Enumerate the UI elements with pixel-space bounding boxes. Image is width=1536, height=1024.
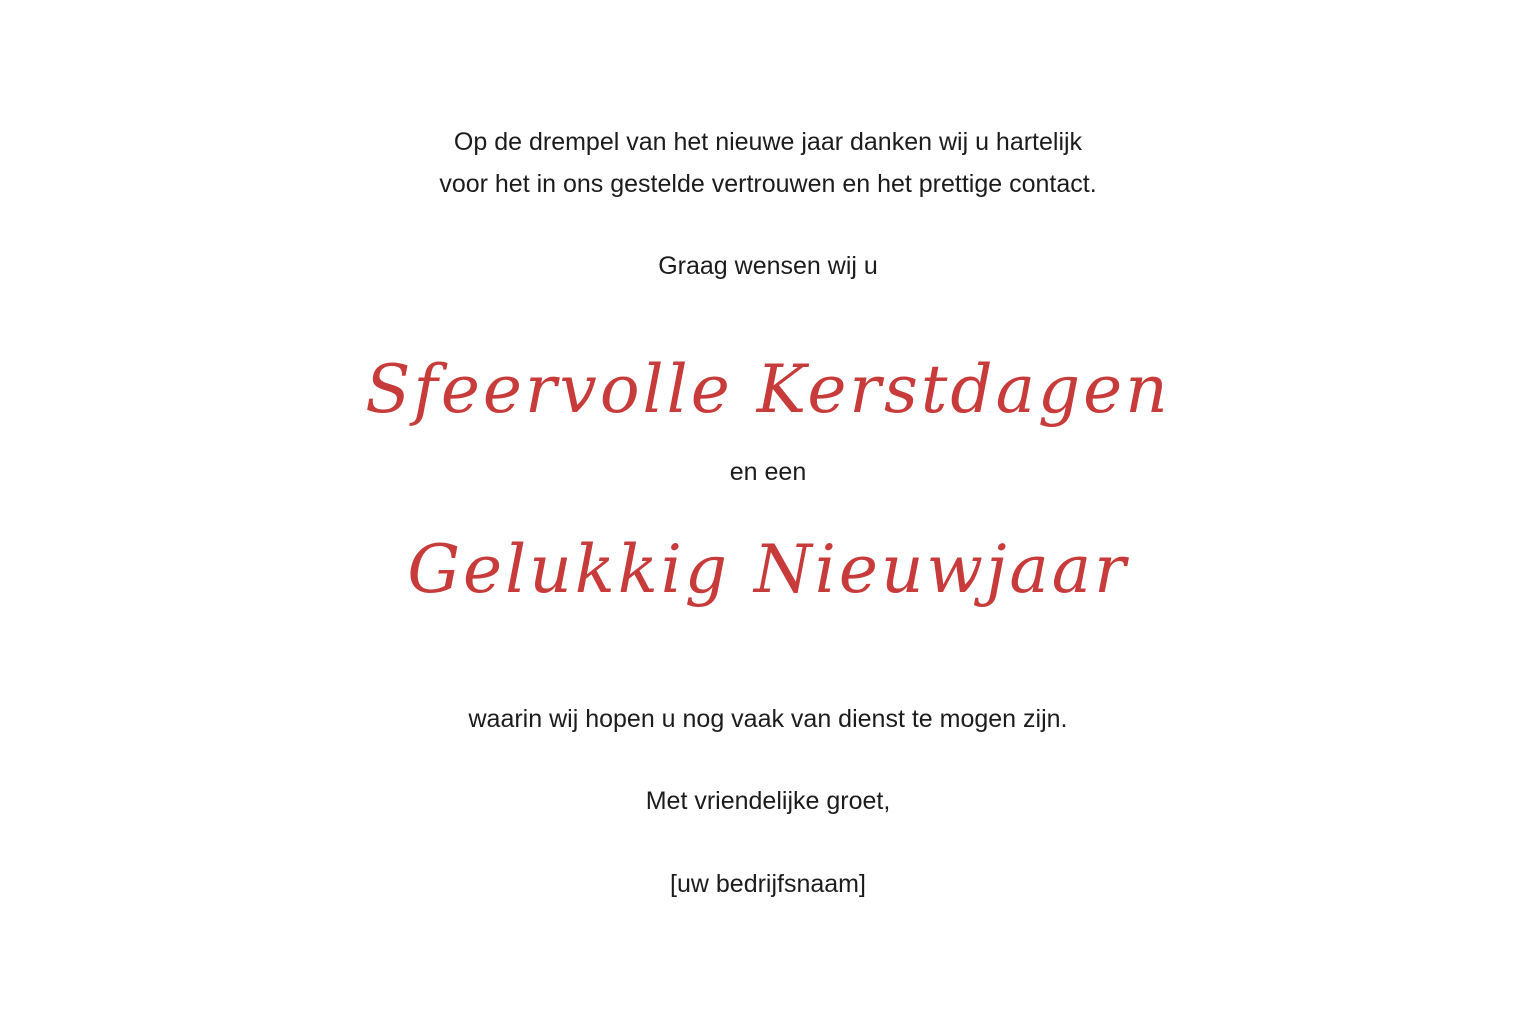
company-name-placeholder: [uw bedrijfsnaam] — [670, 870, 866, 898]
intro-line-2: voor het in ons gestelde vertrouwen en het prettige contact. — [439, 170, 1097, 198]
wish-lead: Graag wensen wij u — [658, 252, 878, 280]
connector-text: en een — [729, 458, 807, 486]
greeting-heading-new-year: Gelukkig Nieuwjaar — [407, 531, 1129, 608]
closing-line: waarin wij hopen u nog vaak van dienst te mogen zijn. — [468, 705, 1068, 733]
sign-off: Met vriendelijke groet, — [645, 787, 891, 815]
intro-line-1: Op de drempel van het nieuwe jaar danken wij u hartelijk — [453, 128, 1083, 156]
greeting-heading-christmas: Sfeervolle Kerstdagen — [365, 351, 1171, 428]
